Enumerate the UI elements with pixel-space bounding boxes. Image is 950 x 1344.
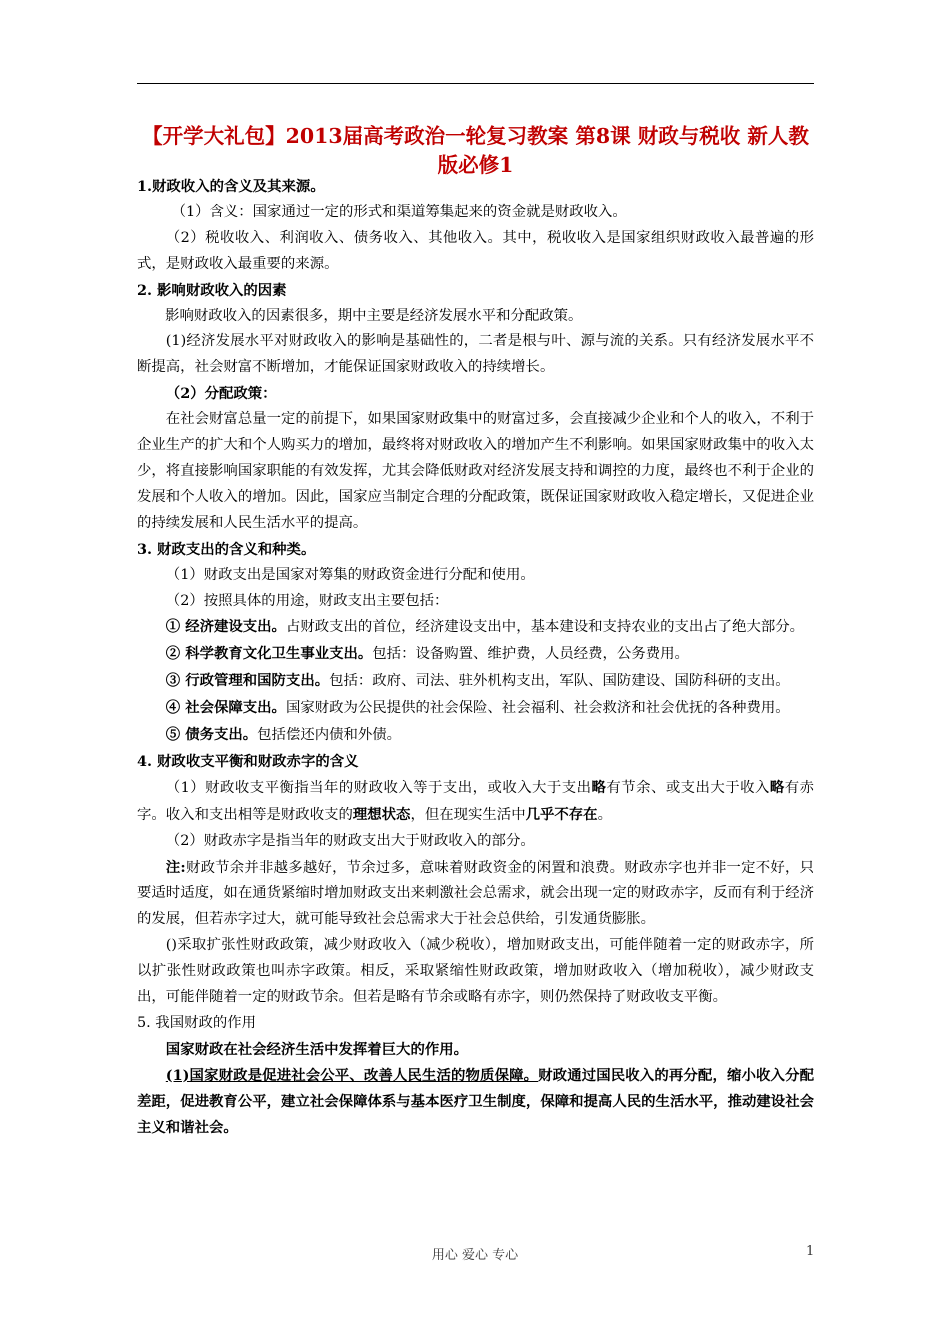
section-4-heading: 4. 财政收支平衡和财政赤字的含义 [137,752,359,770]
text-run: 。 [597,806,612,823]
list-item-label: ④ 社会保障支出。 [165,699,286,717]
page-footer: 用心 爱心 专心 [431,1248,519,1263]
section-2-subheading: （2）分配政策： [165,385,277,403]
list-item-text: 包括：政府、司法、驻外机构支出，军队、国防建设、国防科研的支出。 [329,673,790,690]
document-body [137,174,814,1141]
list-item [137,722,814,749]
emphasis: 理想状态 [352,805,411,823]
section-3-paragraph: （1）财政支出是国家对筹集的财政资金进行分配和使用。 [165,566,535,583]
section-3-paragraph: （2）按照具体的用途，财政支出主要包括： [165,592,449,609]
section-5-heading: 5. 我国财政的作用 [137,1015,257,1031]
section-2-heading: 2. 影响财政收入的因素 [137,281,287,299]
list-item-text: 占财政支出的首位，经济建设支出中，基本建设和支持农业的支出占了绝大部分。 [285,619,805,636]
document-title: 【开学大礼包】2013届高考政治一轮复习教案 第8课 财政与税收 新人教版必修1 [142,124,809,177]
text-run: （1）财政收支平衡指当年的财政收入等于支出，或收入大于支出 [165,779,592,796]
header-rule [137,83,814,84]
list-item-label: ① 经济建设支出。 [165,618,286,636]
emphasis: 几乎不存在 [525,805,598,823]
section-4-paragraph: （2）财政赤字是指当年的财政支出大于财政收入的部分。 [165,832,535,849]
list-item-label: ③ 行政管理和国防支出。 [165,672,330,690]
section-3-heading: 3. 财政支出的含义和种类。 [137,540,316,558]
text-run: 财政通过国民收入的再分配，缩小收入分配差距，促进教育公平，建立社会保障体系与基本医疗卫生制度，保障和提高人民的生活水平，推动建设社会主义和谐社会。 [137,1066,814,1136]
list-item-text: 包括偿还内债和外债。 [257,727,402,744]
note-text: 财政节余并非越多越好，节余过多，意味着财政资金的闲置和浪费。财政赤字也并非一定不好，只要适时适度，如在通货紧缩时增加财政支出来刺激社会总需求，就会出现一定的财政赤字，反而有利于经济的发展，但若赤字过大，就可能导致社会总需求大于社会总供给，引发通货膨胀。 [137,859,815,928]
text-run: 有节余、或支出大于收入 [606,779,770,796]
section-5-paragraph [137,1063,814,1141]
section-1-heading: 1.财政收入的含义及其来源。 [137,178,325,195]
section-5-paragraph: 国家财政在社会经济生活中发挥着巨大的作用。 [165,1040,469,1058]
section-2-paragraph: (1)经济发展水平对财政收入的影响是基础性的，二者是根与叶、源与流的关系。只有经济发展水平不断提高，社会财富不断增加，才能保证国家财政收入的持续增长。 [137,333,814,376]
section-1-paragraph: （2）税收收入、利润收入、债务收入、其他收入。其中，税收收入是国家组织财政收入最普遍的形式，是财政收入最重要的来源。 [137,229,814,272]
section-2-intro: 影响财政收入的因素很多，期中主要是经济发展水平和分配政策。 [165,307,583,324]
list-item-label: ⑤ 债务支出。 [165,726,258,744]
text-run: 有赤字。收入和支出相等是财政收支的 [137,779,814,823]
list-item-text: 国家财政为公民提供的社会保险、社会福利、社会救济和社会优抚的各种费用。 [285,700,790,717]
note-paragraph [137,855,814,934]
list-item [137,614,814,641]
list-item [137,641,814,668]
section-4-paragraph [137,775,814,829]
note-label: 注: [165,858,186,876]
section-4-paragraph: ()采取扩张性财政政策，减少财政收入（减少税收），增加财政支出，可能伴随着一定的财政赤字，所以扩张性财政政策也叫赤字政策。相反，采取紧缩性财政政策，增加财政收入（增加税收），减少财政支出，可能伴随着一定的财政节余。但若是略有节余或略有赤字，则仍然保持了财政收支平衡。 [137,937,814,1006]
underlined-text: (1)国家财政是促进社会公平、改善人民生活的物质保障。 [165,1066,539,1084]
list-item [137,695,814,722]
list-item-label: ② 科学教育文化卫生事业支出。 [165,645,373,663]
section-2-paragraph: 在社会财富总量一定的前提下，如果国家财政集中的财富过多，会直接减少企业和个人的收入，不利于企业生产的扩大和个人购买力的增加，最终将对财政收入的增加产生不利影响。如果国家财政集中的收入太少，将直接影响国家职能的有效发挥，尤其会降低财政对经济发展支持和调控的力度，最终也不利于企业的发展和个人收入的增加。因此，国家应当制定合理的分配政策，既保证国家财政收入稳定增长，又促进企业的持续发展和人民生活水平的提高。 [137,411,814,531]
list-item-text: 包括：设备购置、维护费，人员经费，公务费用。 [372,646,689,663]
section-1-paragraph: （1）含义：国家通过一定的形式和渠道筹集起来的资金就是财政收入。 [171,203,627,220]
emphasis: 略 [769,778,785,796]
list-item [137,668,814,695]
page-number: 1 [806,1244,815,1259]
emphasis: 略 [591,778,607,796]
text-run: ，但在现实生活中 [410,806,526,823]
